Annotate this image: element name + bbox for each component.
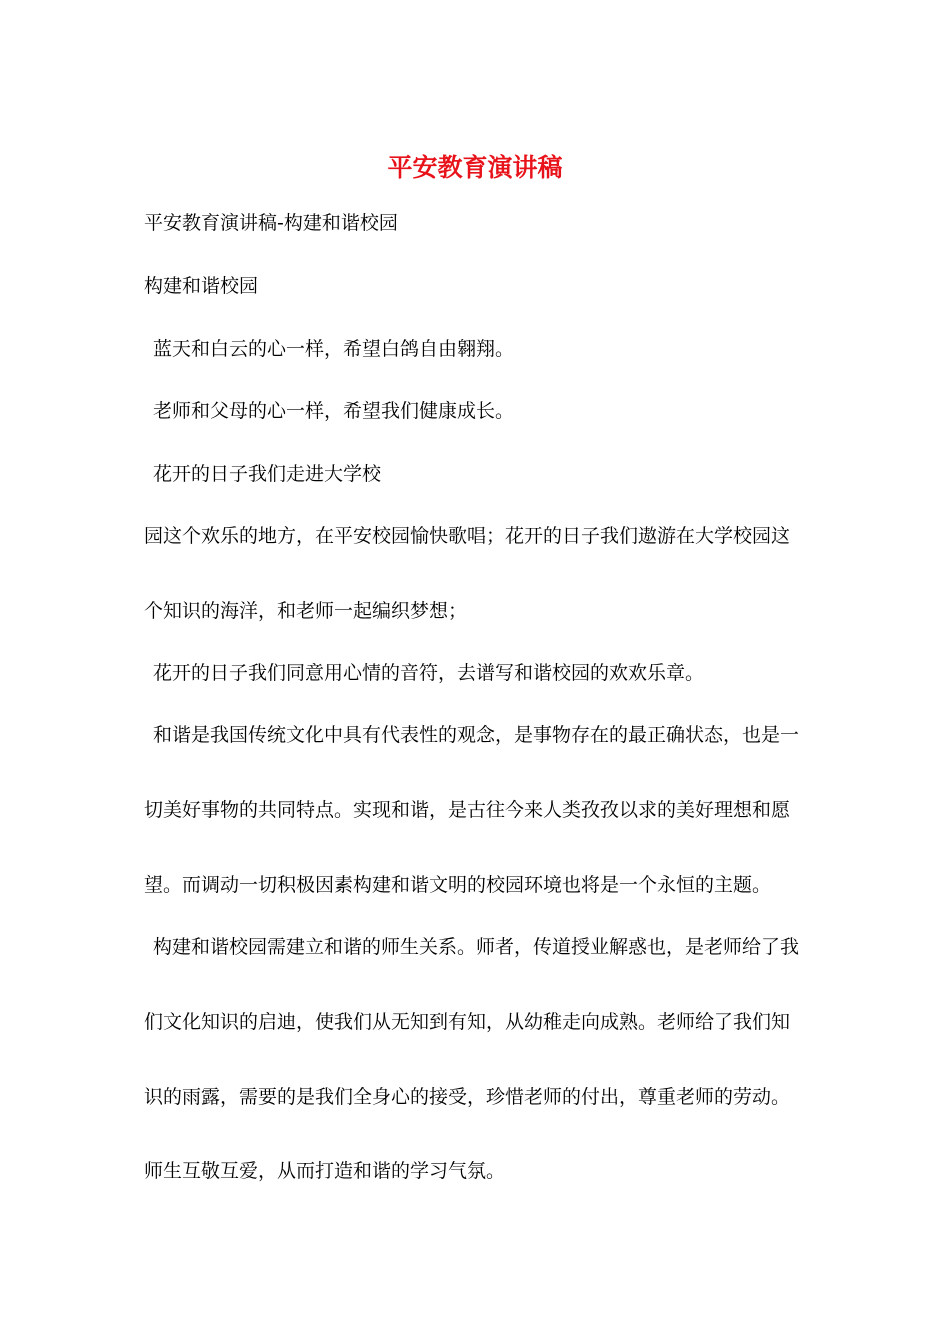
paragraph-line: 和谐是我国传统文化中具有代表性的观念，是事物存在的最正确状态，也是一 <box>153 724 800 746</box>
paragraph-line: 花开的日子我们走进大学校 <box>153 463 382 485</box>
paragraph-line: 蓝天和白云的心一样，希望白鸽自由翱翔。 <box>153 338 515 360</box>
section-heading: 构建和谐校园 <box>144 275 259 297</box>
paragraph-line: 们文化知识的启迪，使我们从无知到有知，从幼稚走向成熟。老师给了我们知 <box>144 1011 791 1033</box>
paragraph-line: 望。而调动一切积极因素构建和谐文明的校园环境也将是一个永恒的主题。 <box>144 874 772 896</box>
paragraph-line: 构建和谐校园需建立和谐的师生关系。师者，传道授业解惑也，是老师给了我 <box>153 936 800 958</box>
paragraph-line: 老师和父母的心一样，希望我们健康成长。 <box>153 400 515 422</box>
document-title: 平安教育演讲稿 <box>387 153 563 182</box>
paragraph-line: 个知识的海洋，和老师一起编织梦想； <box>144 600 468 622</box>
paragraph-line: 切美好事物的共同特点。实现和谐，是古往今来人类孜孜以求的美好理想和愿 <box>144 799 791 821</box>
document-subtitle: 平安教育演讲稿-构建和谐校园 <box>144 212 398 234</box>
paragraph-line: 花开的日子我们同意用心情的音符，去谱写和谐校园的欢欢乐章。 <box>153 662 705 684</box>
paragraph-line: 园这个欢乐的地方，在平安校园愉快歌唱；花开的日子我们遨游在大学校园这 <box>144 525 791 547</box>
paragraph-line: 识的雨露，需要的是我们全身心的接受，珍惜老师的付出，尊重老师的劳动。 <box>144 1086 791 1108</box>
paragraph-line: 师生互敬互爱，从而打造和谐的学习气氛。 <box>144 1160 506 1182</box>
